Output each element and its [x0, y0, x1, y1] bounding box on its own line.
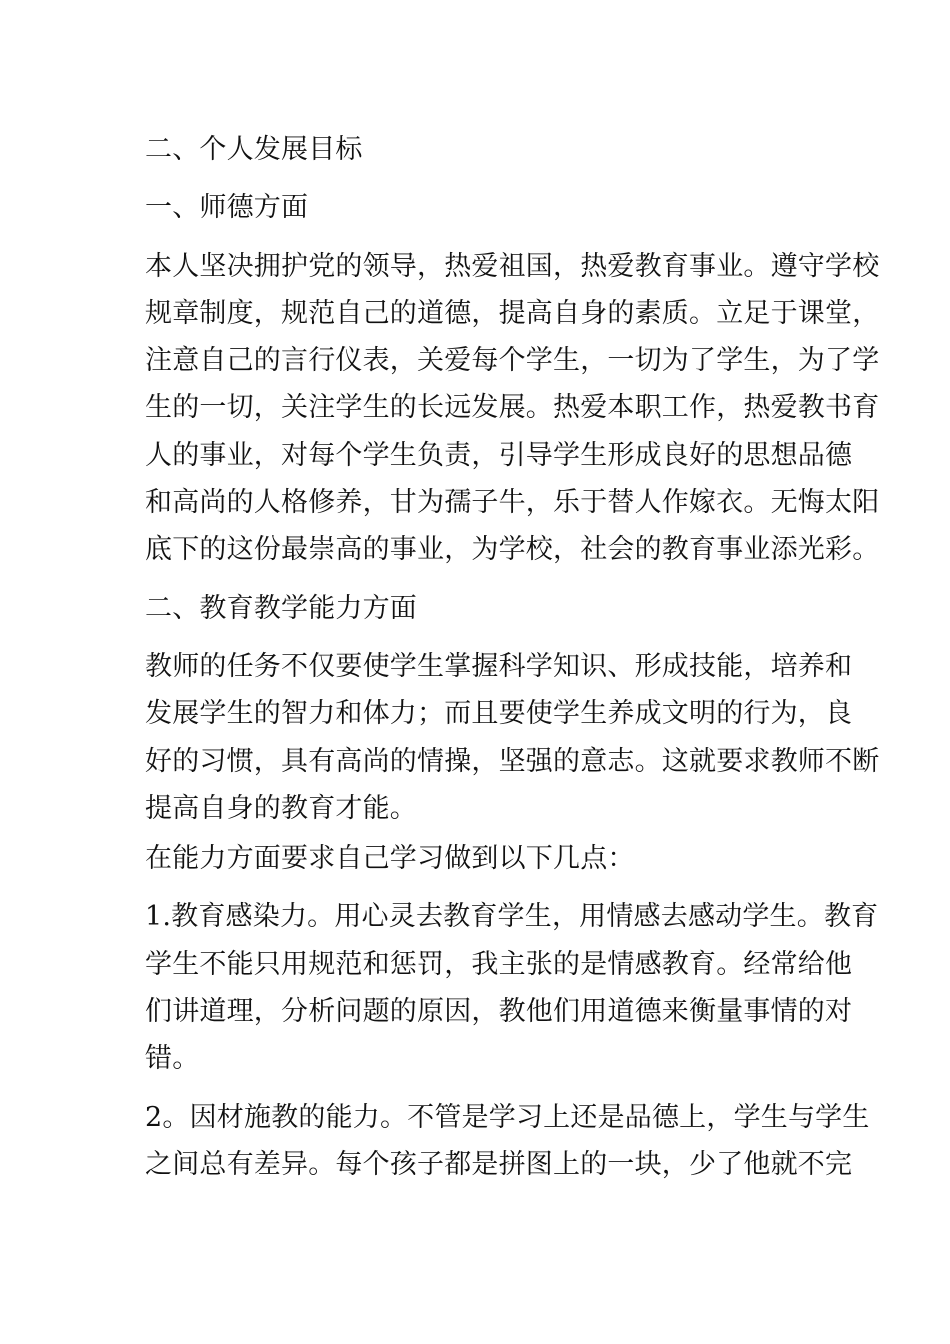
paragraph-line: 教师的任务不仅要使学生掌握科学知识、形成技能，培养和: [145, 650, 853, 682]
main-heading: 二、个人发展目标: [145, 134, 363, 165]
list-item-line: 之间总有差异。每个孩子都是拼图上的一块，少了他就不完: [145, 1148, 853, 1180]
list-item-line: 1.教育感染力。用心灵去教育学生，用情感去感动学生。教育: [145, 901, 879, 933]
paragraph-line: 好的习惯，具有高尚的情操，坚强的意志。这就要求教师不断: [145, 745, 880, 777]
paragraph-teaching: [145, 643, 880, 832]
list-item-line: 学生不能只用规范和惩罚，我主张的是情感教育。经常给他: [145, 948, 853, 980]
paragraph-ethics: [145, 243, 880, 574]
section-heading-teaching: 二、教育教学能力方面: [145, 592, 417, 624]
paragraph-line: 提高自身的教育才能。: [145, 792, 417, 824]
section-heading-ethics: 一、师德方面: [145, 192, 309, 224]
paragraph-line: 生的一切，关注学生的长远发展。热爱本职工作，热爱教书育: [145, 392, 880, 424]
paragraph-line: 底下的这份最崇高的事业，为学校，社会的教育事业添光彩。: [145, 534, 880, 566]
ability-intro: 在能力方面要求自己学习做到以下几点：: [145, 843, 635, 875]
document-page: [145, 126, 880, 1188]
paragraph-line: 人的事业，对每个学生负责，引导学生形成良好的思想品德: [145, 439, 853, 471]
list-item: [145, 1094, 870, 1189]
paragraph-line: 本人坚决拥护党的领导，热爱祖国，热爱教育事业。遵守学校: [145, 250, 880, 282]
list-item-line: 错。: [145, 1043, 200, 1075]
list-item: [145, 893, 879, 1082]
paragraph-line: 注意自己的言行仪表，关爱每个学生，一切为了学生，为了学: [145, 345, 880, 377]
paragraph-line: 规章制度，规范自己的道德，提高自身的素质。立足于课堂，: [145, 297, 880, 329]
paragraph-line: 发展学生的智力和体力；而且要使学生养成文明的行为，良: [145, 698, 853, 730]
paragraph-line: 和高尚的人格修养，甘为孺子牛，乐于替人作嫁衣。无悔太阳: [145, 487, 880, 519]
list-item-line: 们讲道理，分析问题的原因，教他们用道德来衡量事情的对: [145, 996, 853, 1028]
list-item-line: 2。因材施教的能力。不管是学习上还是品德上，学生与学生: [145, 1101, 870, 1133]
